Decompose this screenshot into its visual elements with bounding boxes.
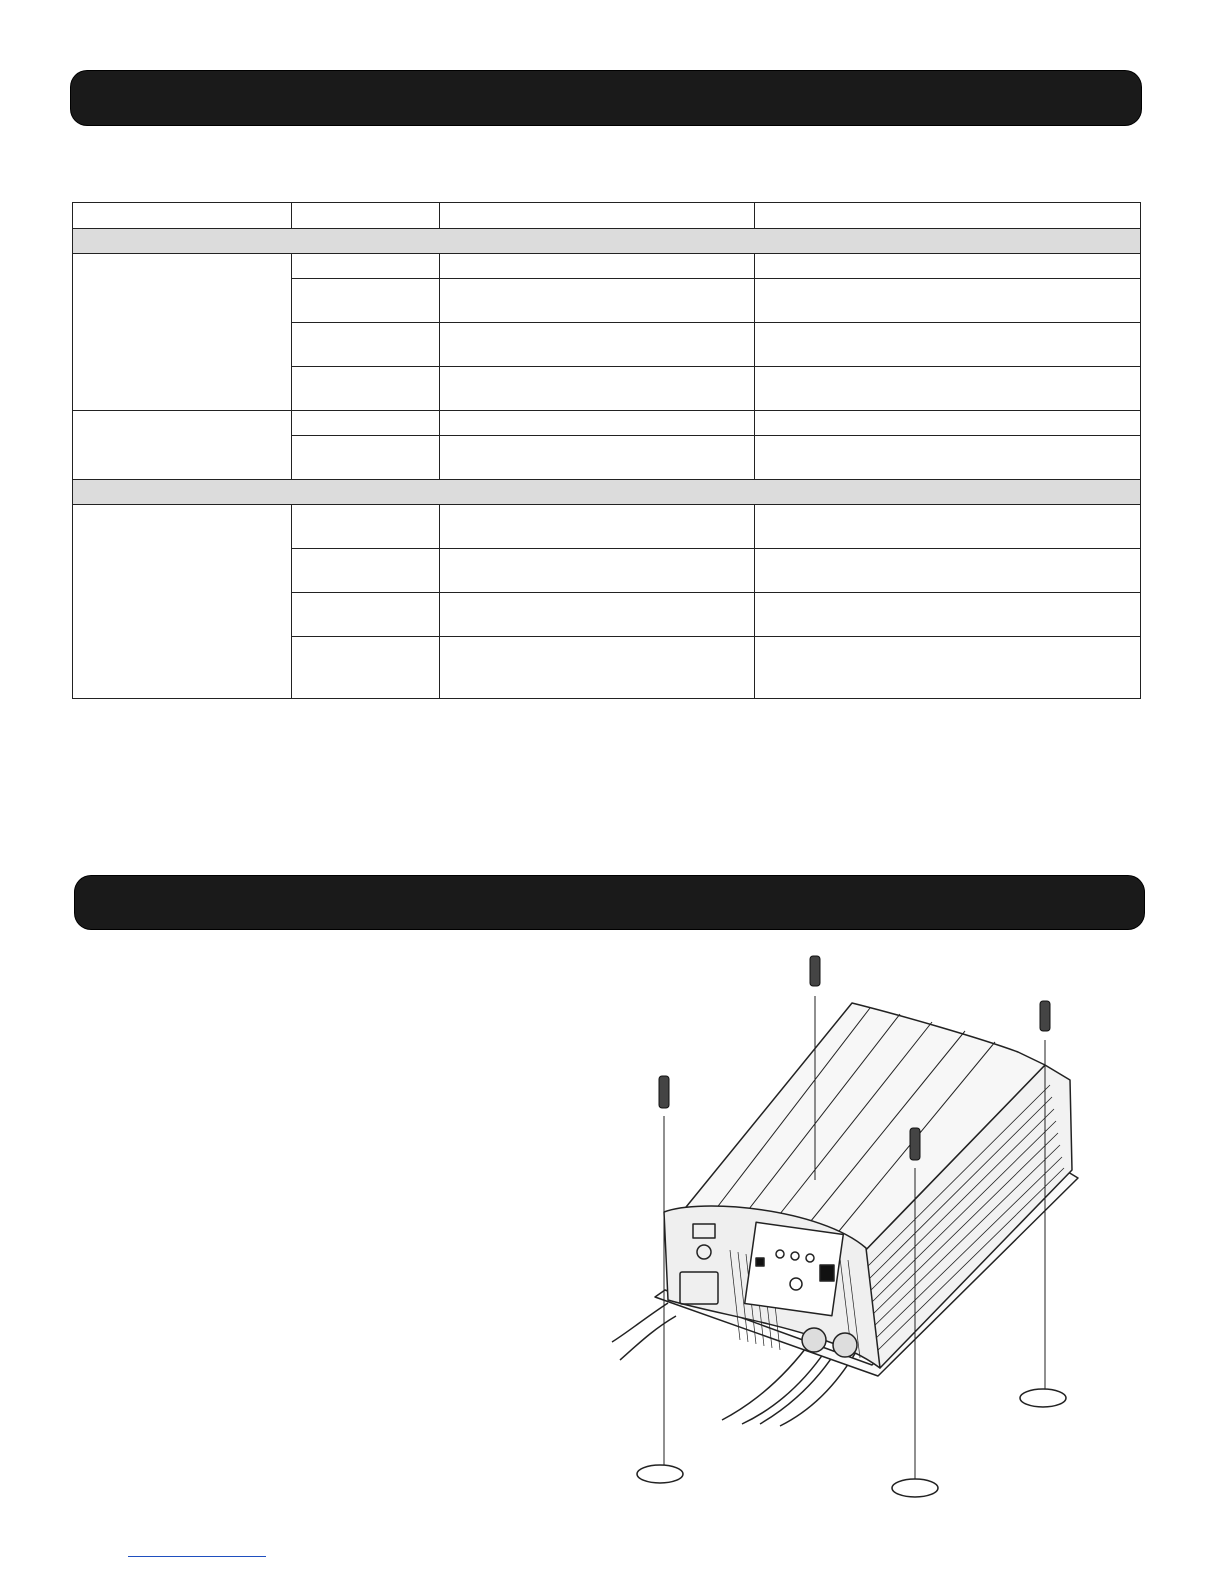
table-cell	[755, 367, 1141, 411]
inverter-mounting-illustration	[600, 945, 1120, 1505]
table-cell	[755, 436, 1141, 480]
table-cell	[755, 323, 1141, 367]
table-cell	[292, 549, 440, 593]
table-cell	[292, 367, 440, 411]
table-cell	[440, 323, 755, 367]
table-cell	[292, 254, 440, 279]
table-header-cell	[73, 203, 292, 229]
table-header-cell	[292, 203, 440, 229]
dc-terminal-icon	[833, 1333, 857, 1357]
table-cell	[755, 637, 1141, 699]
indicator-icon	[756, 1258, 764, 1266]
group-label	[73, 505, 292, 699]
table-cell	[292, 505, 440, 549]
spec-table	[72, 202, 1141, 699]
table-cell	[440, 637, 755, 699]
mounting-screw-icon	[1040, 1001, 1050, 1031]
table-cell	[440, 593, 755, 637]
table-row	[73, 254, 1141, 279]
table-cell	[292, 411, 440, 436]
table-cell	[440, 367, 755, 411]
section-label	[73, 480, 1141, 505]
dc-terminal-icon	[802, 1328, 826, 1352]
table-cell	[440, 436, 755, 480]
table-cell	[755, 411, 1141, 436]
mounting-screw-icon	[810, 956, 820, 986]
table-section-row	[73, 229, 1141, 254]
power-cable	[612, 1303, 676, 1360]
table-cell	[292, 323, 440, 367]
table-cell	[755, 505, 1141, 549]
section-header-bottom	[75, 876, 1144, 929]
table-cell	[292, 279, 440, 323]
callout-oval	[1020, 1389, 1066, 1407]
table-header-cell	[440, 203, 755, 229]
mounting-screw-icon	[910, 1128, 920, 1160]
table-cell	[292, 593, 440, 637]
table-cell	[440, 279, 755, 323]
table-cell	[440, 254, 755, 279]
table-row	[73, 411, 1141, 436]
table-cell	[755, 279, 1141, 323]
section-header-top	[71, 71, 1141, 125]
switch-block-icon	[820, 1265, 834, 1281]
mounting-screw-icon	[659, 1076, 669, 1108]
table-header-row	[73, 203, 1141, 229]
group-label	[73, 411, 292, 480]
table-cell	[755, 254, 1141, 279]
table-header-cell	[755, 203, 1141, 229]
table-cell	[292, 436, 440, 480]
table-cell	[755, 549, 1141, 593]
group-label	[73, 254, 292, 411]
table-cell	[440, 549, 755, 593]
callout-oval	[892, 1479, 938, 1497]
table-section-row	[73, 480, 1141, 505]
table-row	[73, 505, 1141, 549]
callout-oval	[637, 1465, 683, 1483]
section-label	[73, 229, 1141, 254]
table-cell	[440, 505, 755, 549]
table-cell	[440, 411, 755, 436]
table-cell	[292, 637, 440, 699]
footer-link[interactable]	[128, 1556, 266, 1557]
table-cell	[755, 593, 1141, 637]
